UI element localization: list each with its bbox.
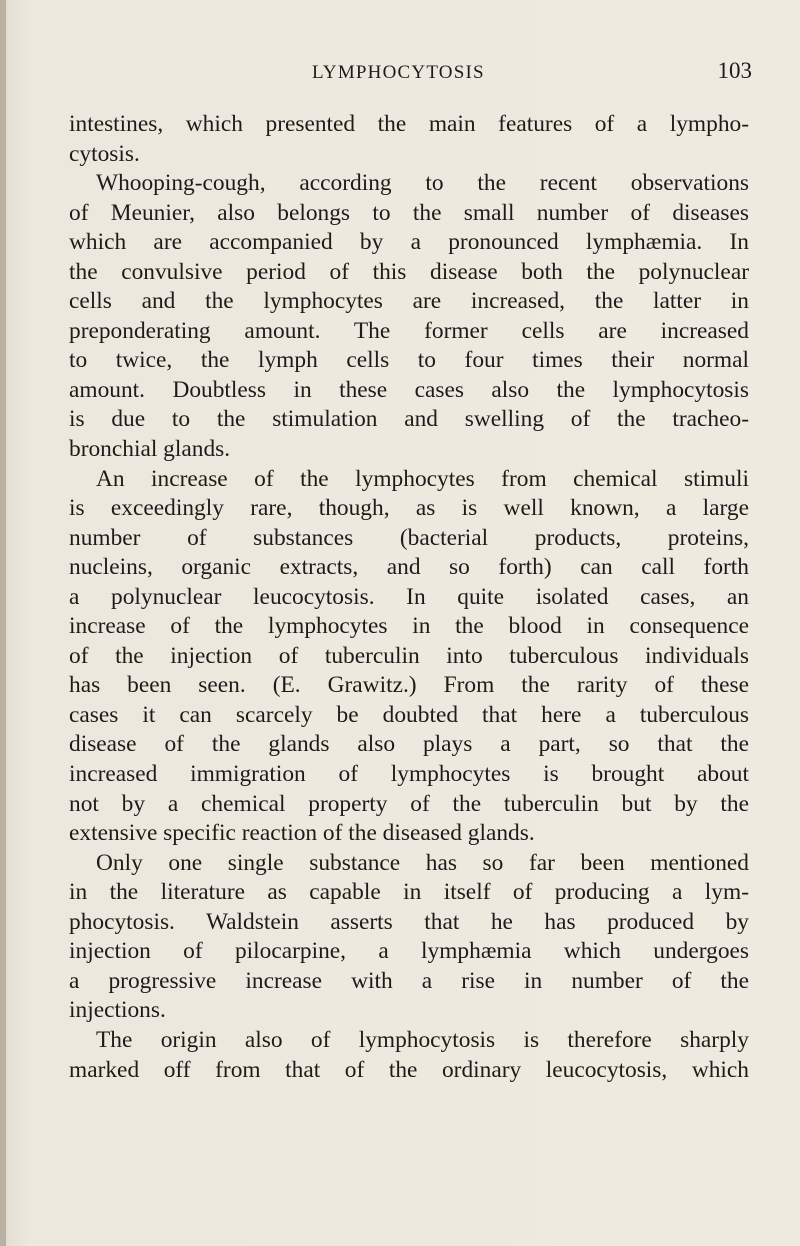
text-line: increased immigration of lymphocytes is brought about bbox=[69, 761, 749, 788]
text-line: An increase of the lymphocytes from chemical stimuli bbox=[96, 465, 749, 492]
page-number: 103 bbox=[717, 58, 752, 83]
text-line: number of substances (bacterial products, proteins, bbox=[69, 524, 749, 551]
running-head-title: LYMPHOCYTOSIS bbox=[312, 62, 485, 83]
text-line: not by a chemical property of the tuberculin but by the bbox=[69, 790, 749, 817]
text-line: intestines, which presented the main features of a lympho- bbox=[69, 111, 749, 137]
text-line: nucleins, organic extracts, and so forth) can call forth bbox=[69, 554, 749, 581]
text-line: preponderating amount. The former cells are increased bbox=[69, 317, 749, 344]
page-binding-edge bbox=[0, 0, 6, 1246]
text-line: has been seen. (E. Grawitz.) From the rarity of these bbox=[69, 672, 749, 699]
text-line: amount. Doubtless in these cases also the lymphocytosis bbox=[69, 376, 749, 403]
text-line: in the literature as capable in itself of producing a lym- bbox=[69, 879, 749, 906]
text-line: phocytosis. Waldstein asserts that he has produced by bbox=[69, 908, 749, 935]
text-line: cells and the lymphocytes are increased, the latter in bbox=[69, 288, 749, 315]
text-line: cytosis. bbox=[69, 140, 140, 167]
text-line: marked off from that of the ordinary leucocytosis, which bbox=[69, 1056, 749, 1083]
text-line: which are accompanied by a pronounced lymphæmia. In bbox=[69, 229, 749, 256]
text-line: increase of the lymphocytes in the blood in consequence bbox=[69, 613, 749, 640]
text-line: is exceedingly rare, though, as is well known, a large bbox=[69, 495, 749, 522]
text-line: the convulsive period of this disease both the polynuclear bbox=[69, 258, 749, 285]
text-line: of Meunier, also belongs to the small number of diseases bbox=[69, 199, 749, 226]
text-line: is due to the stimulation and swelling of the tracheo- bbox=[69, 406, 749, 433]
text-line: cases it can scarcely be doubted that here a tuberculous bbox=[69, 701, 749, 728]
text-line: disease of the glands also plays a part, so that the bbox=[69, 731, 749, 758]
body-text bbox=[69, 110, 749, 1085]
text-line: a polynuclear leucocytosis. In quite isolated cases, an bbox=[69, 583, 749, 610]
text-line: The origin also of lymphocytosis is therefore sharply bbox=[96, 1026, 749, 1053]
text-line: Only one single substance has so far been mentioned bbox=[96, 849, 749, 876]
running-head bbox=[68, 60, 752, 90]
text-line: a progressive increase with a rise in number of the bbox=[69, 967, 749, 994]
text-line: injections. bbox=[69, 997, 166, 1024]
text-line: injection of pilocarpine, a lymphæmia which undergoes bbox=[69, 938, 749, 965]
text-line: Whooping-cough, according to the recent observations bbox=[96, 170, 749, 197]
text-line: bronchial glands. bbox=[69, 436, 231, 463]
text-line: extensive specific reaction of the diseased glands. bbox=[69, 820, 535, 847]
text-line: to twice, the lymph cells to four times their normal bbox=[69, 347, 749, 374]
text-line: of the injection of tuberculin into tuberculous individuals bbox=[69, 642, 749, 669]
